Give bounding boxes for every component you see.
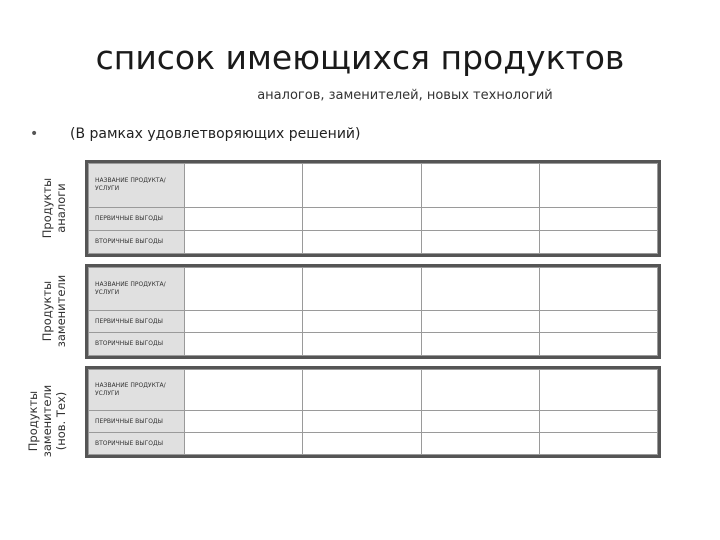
table-cell[interactable]: [539, 164, 657, 208]
table-cell[interactable]: [303, 230, 421, 253]
section-1-table: [85, 160, 661, 257]
table-cell[interactable]: [539, 433, 657, 455]
row-label-product-name: НАЗВАНИЕ ПРОДУКТА/УСЛУГИ: [89, 268, 185, 311]
table-cell[interactable]: [421, 333, 539, 356]
table-cell[interactable]: [539, 207, 657, 230]
row-label-primary-benefits: ПЕРВИЧНЫЕ ВЫГОДЫ: [89, 411, 185, 433]
section-3-table: [85, 366, 661, 458]
section-2-table: [85, 264, 661, 359]
table-cell[interactable]: [185, 433, 303, 455]
table-row: [89, 411, 658, 433]
table-cell[interactable]: [185, 411, 303, 433]
table-cell[interactable]: [539, 310, 657, 333]
table-cell[interactable]: [303, 207, 421, 230]
table-row: [89, 310, 658, 333]
table-cell[interactable]: [421, 370, 539, 411]
table-cell[interactable]: [539, 268, 657, 311]
section-2-side-label-line-1: Продукты: [40, 280, 54, 342]
section-2-side-label-line-2: заменители: [54, 274, 68, 348]
section-1-side-label: [40, 160, 68, 256]
table-cell[interactable]: [185, 268, 303, 311]
table-cell[interactable]: [421, 207, 539, 230]
bullet-marker: •: [30, 126, 39, 142]
table-row: [89, 207, 658, 230]
table-cell[interactable]: [185, 230, 303, 253]
row-label-primary-benefits: ПЕРВИЧНЫЕ ВЫГОДЫ: [89, 310, 185, 333]
table-cell[interactable]: [185, 333, 303, 356]
table-cell[interactable]: [303, 268, 421, 311]
table-cell[interactable]: [539, 230, 657, 253]
table-cell[interactable]: [303, 164, 421, 208]
table-cell[interactable]: [185, 207, 303, 230]
section-3-side-label: [26, 373, 68, 469]
table-cell[interactable]: [421, 310, 539, 333]
table-row: [89, 370, 658, 411]
table-cell[interactable]: [539, 370, 657, 411]
table-cell[interactable]: [303, 333, 421, 356]
section-3-side-label-line-2: заменители: [40, 384, 54, 458]
table-cell[interactable]: [185, 164, 303, 208]
row-label-secondary-benefits: ВТОРИЧНЫЕ ВЫГОДЫ: [89, 433, 185, 455]
table-row: [89, 268, 658, 311]
bullet-text: (В рамках удовлетворяющих решений): [70, 126, 361, 142]
section-1-side-label-line-1: Продукты: [40, 177, 54, 239]
table-cell[interactable]: [185, 310, 303, 333]
table-cell[interactable]: [303, 370, 421, 411]
table-cell[interactable]: [539, 333, 657, 356]
table-cell[interactable]: [303, 433, 421, 455]
table-cell[interactable]: [421, 230, 539, 253]
table-row: [89, 164, 658, 208]
table-row: [89, 333, 658, 356]
row-label-product-name: НАЗВАНИЕ ПРОДУКТА/УСЛУГИ: [89, 164, 185, 208]
table-cell[interactable]: [421, 411, 539, 433]
table-cell[interactable]: [185, 370, 303, 411]
table-cell[interactable]: [539, 411, 657, 433]
row-label-primary-benefits: ПЕРВИЧНЫЕ ВЫГОДЫ: [89, 207, 185, 230]
section-1-side-label-line-2: аналоги: [54, 183, 68, 233]
section-2-side-label: [40, 263, 68, 359]
bullet-line: [30, 126, 360, 142]
table-cell[interactable]: [421, 164, 539, 208]
table-cell[interactable]: [421, 433, 539, 455]
table-cell[interactable]: [303, 310, 421, 333]
page-subtitle: аналогов, заменителей, новых технологий: [257, 88, 553, 103]
table-row: [89, 230, 658, 253]
section-3-side-label-line-3: (нов. Тех): [54, 391, 68, 451]
page-title: список имеющихся продуктов: [95, 38, 625, 77]
table-row: [89, 433, 658, 455]
table-cell[interactable]: [421, 268, 539, 311]
row-label-secondary-benefits: ВТОРИЧНЫЕ ВЫГОДЫ: [89, 333, 185, 356]
row-label-secondary-benefits: ВТОРИЧНЫЕ ВЫГОДЫ: [89, 230, 185, 253]
row-label-product-name: НАЗВАНИЕ ПРОДУКТА/УСЛУГИ: [89, 370, 185, 411]
section-3-side-label-line-1: Продукты: [26, 390, 40, 452]
table-cell[interactable]: [303, 411, 421, 433]
